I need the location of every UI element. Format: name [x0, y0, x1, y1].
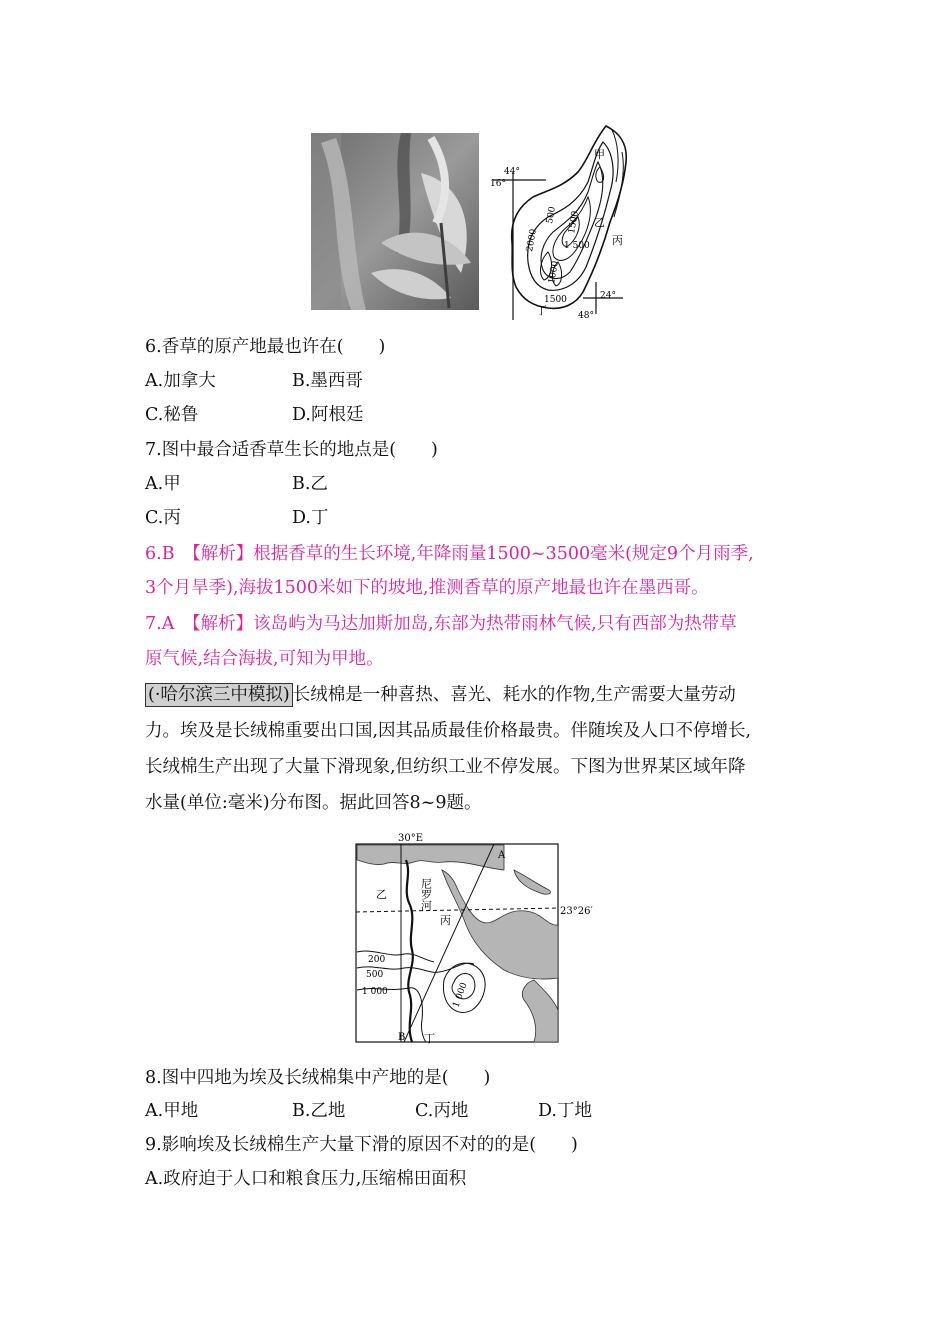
q8-stem: 8.图中四地为埃及长绒棉集中产地的是( ): [145, 1068, 491, 1088]
map1-contour-1500b: 1 500: [564, 241, 590, 251]
map2-label-A: A: [498, 850, 506, 861]
map2-contour-1000: 1 000: [362, 987, 388, 997]
q7-option-c[interactable]: C.丙: [145, 508, 181, 528]
passage-line3: 长绒棉生产出现了大量下滑现象,但纺织工业不停发展。下图为世界某区域年降: [145, 757, 746, 777]
map2-lon-label: 30°E: [398, 833, 424, 844]
q6-option-d[interactable]: D.阿根廷: [292, 405, 364, 425]
map1-contour-500: 500: [545, 205, 558, 225]
map1-lon44: 44°: [504, 167, 520, 177]
q7-option-b[interactable]: B.乙: [292, 474, 328, 494]
q7-option-d[interactable]: D.丁: [292, 508, 329, 528]
map1-label-yi: 乙: [594, 216, 605, 229]
source-tag: (·哈尔滨三中模拟): [145, 683, 293, 707]
q6-option-c[interactable]: C.秘鲁: [145, 405, 199, 425]
passage-line1-text: 长绒棉是一种喜热、喜光、耗水的作物,生产需要大量劳动: [292, 685, 736, 705]
map1-contour-2000: 2000: [525, 228, 539, 253]
map2-label-B: B: [398, 1032, 406, 1043]
answer-7-line2: 原气候,结合海拔,可知为甲地。: [145, 649, 384, 669]
map1-label-ding: 丁: [536, 304, 547, 317]
answer-6-line1: 6.B 【解析】根据香草的生长环境,年降雨量1500~3500毫米(规定9个月雨季,: [145, 544, 754, 564]
map1-contour-1500a: 1500: [567, 210, 581, 235]
passage-line4: 水量(单位:毫米)分布图。据此回答8~9题。: [145, 793, 482, 813]
q8-option-b[interactable]: B.乙地: [292, 1101, 346, 1121]
passage-line2: 力。埃及是长绒棉重要出口国,因其品质最佳价格最贵。伴随埃及人口不停增长,: [145, 721, 752, 741]
map1-label-jia: 甲: [594, 148, 605, 161]
map1-contour-1000: 1000: [547, 260, 561, 285]
map1-lon48: 48°: [578, 311, 594, 321]
map2-river-label: 尼罗河: [419, 878, 433, 911]
q8-option-a[interactable]: A.甲地: [145, 1101, 199, 1121]
q9-stem: 9.影响埃及长绒棉生产大量下滑的原因不对的的是( ): [145, 1135, 578, 1155]
map1-lat16: 16°: [490, 179, 506, 189]
map2-label-ding: 丁: [424, 1032, 435, 1045]
q7-option-a[interactable]: A.甲: [145, 474, 181, 494]
q8-option-d[interactable]: D.丁地: [538, 1101, 592, 1121]
q6-stem: 6.香草的原产地最也许在( ): [145, 337, 386, 357]
map2-contour-500: 500: [366, 970, 384, 980]
answer-7-line1: 7.A 【解析】该岛屿为马达加斯加岛,东部为热带雨林气候,只有西部为热带草: [145, 614, 737, 634]
vanilla-photo: [311, 133, 479, 310]
map2-contour-200: 200: [368, 955, 386, 965]
map2-lat-label: 23°26′: [560, 906, 593, 917]
answer-6-line2: 3个月旱季),海拔1500米如下的坡地,推测香草的原产地最也许在墨西哥。: [145, 578, 709, 598]
passage-line1: [145, 683, 736, 707]
map1-label-bing: 丙: [612, 234, 623, 247]
map2-contour-1000b: 1 000: [451, 981, 470, 1010]
q6-option-b[interactable]: B.墨西哥: [292, 371, 363, 391]
madagascar-map: [488, 122, 648, 322]
q9-option-a[interactable]: A.政府迫于人口和粮食压力,压缩棉田面积: [145, 1169, 467, 1189]
map1-lat24: 24°: [600, 291, 616, 301]
precipitation-map: [354, 830, 593, 1046]
q8-option-c[interactable]: C.丙地: [415, 1101, 469, 1121]
map2-label-yi: 乙: [376, 888, 387, 901]
map1-contour-1500c: 1500: [544, 295, 567, 305]
map2-label-bing: 丙: [440, 914, 451, 927]
q6-option-a[interactable]: A.加拿大: [145, 371, 216, 391]
q7-stem: 7.图中最合适香草生长的地点是( ): [145, 440, 438, 460]
